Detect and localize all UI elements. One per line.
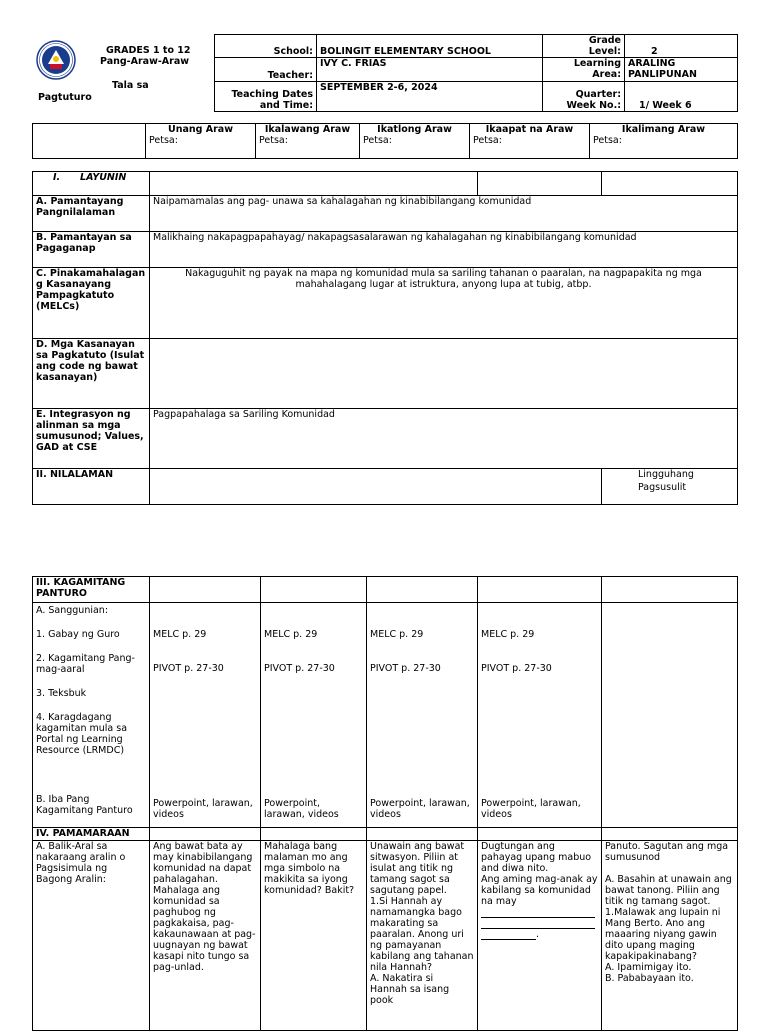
school-label: School: [215,35,317,58]
tala-sa-title: Tala sa [112,80,149,91]
pang-araw-araw-title: Pang-Araw-Araw [100,56,190,67]
day-2-header: Ikalawang Araw Petsa: [256,124,360,159]
day-5-balik-aral: Panuto. Sagutan ang mga sumusunod A. Basahin at unawain ang bawat tanong. Piliin ang titik ng tamang sagot. 1.Malawak ang lupain ni Mang Berto. Ano ang maaaring niyang gawin dito upang maging kapakipakinabang? A. Ipamimigay ito. B. Pababayaan ito. [602,841,738,1031]
day-2-resources: MELC p. 29 PIVOT p. 27-30 Powerpoint, larawan, videos [261,603,367,828]
balik-aral-label: A. Balik-Aral sa nakaraang aralin o Pagsisimula ng Bagong Aralin: [33,841,150,1031]
school-value: BOLINGIT ELEMENTARY SCHOOL [317,35,543,58]
day-4-balik-aral: Dugtungan ang pahayag upang mabuo and diwa nito. Ang aming mag-anak ay kabilang sa komunidad na may . [478,841,602,1031]
day-4-header: Ikaapat na Araw Petsa: [470,124,590,159]
kasanayan-label: D. Mga Kasanayan sa Pagkatuto (Isulat ang code ng bawat kasanayan) [33,339,150,409]
day-3-resources: MELC p. 29 PIVOT p. 27-30 Powerpoint, larawan, videos [367,603,478,828]
nilalaman-label: II. NILALAMAN [33,469,150,505]
pamantayang-pangnilalaman-label: A. Pamantayang Pangnilalaman [33,196,150,232]
day-4-resources: MELC p. 29 PIVOT p. 27-30 Powerpoint, larawan, videos [478,603,602,828]
pamantayang-pangnilalaman-text: Naipamamalas ang pag- unawa sa kahalagahan ng kinabibilangang komunidad [150,196,738,232]
kagamitan-title: III. KAGAMITANG PANTURO [33,577,150,603]
deped-seal-logo [36,40,76,80]
quarter-label: Quarter: Week No.: [543,82,625,112]
grade-value: 2 [625,35,738,58]
days-empty-cell [33,124,146,159]
pamamaraan-title: IV. PAMAMARAAN [33,828,150,841]
teacher-label: Teacher: [215,58,317,82]
days-table [32,123,738,159]
answer-blank-line[interactable] [481,907,595,918]
teacher-value: IVY C. FRIAS [317,58,543,82]
day-5-header: Ikalimang Araw Petsa: [590,124,738,159]
lingguhang-pagsusulit: Lingguhang Pagsusulit [602,469,738,505]
day-3-header: Ikatlong Araw Petsa: [360,124,470,159]
day-1-header: Unang Araw Petsa: [146,124,256,159]
layunin-title: I. LAYUNIN [33,172,150,196]
kagamitan-pamamaraan-table [32,576,738,1031]
area-label: Learning Area: [543,58,625,82]
layunin-table [32,171,738,505]
answer-blank-line[interactable] [481,918,595,929]
header-info-table [214,34,738,112]
day-1-balik-aral: Ang bawat bata ay may kinabibilangang komunidad na dapat pahalagahan. Mahalaga ang komunidad sa paghubog ng pagkakaisa, pag-kakaunawaan at pag-uugnayan ng bawat kasapi nito tungo sa pag-unlad. [150,841,261,1031]
grades-title: GRADES 1 to 12 [106,45,191,56]
area-value: ARALING PANLIPUNAN [625,58,738,82]
integrasyon-label: E. Integrasyon ng alinman sa mga sumusunod; Values, GAD at CSE [33,409,150,469]
day-3-balik-aral: Unawain ang bawat sitwasyon. Piliin at isulat ang titik ng tamang sagot sa sagutang papel. 1.Si Hannah ay namamangka bago makarating sa paaralan. Anong uri ng pamayanan kabilang ang tahanan nila Hannah? A. Nakatira si Hannah sa isang pook [367,841,478,1031]
quarter-value: 1/ Week 6 [625,82,738,112]
dates-value: SEPTEMBER 2-6, 2024 [317,82,543,112]
melcs-text: Nakaguguhit ng payak na mapa ng komunidad mula sa sariling tahanan o paaralan, na nagpapakita ng mga mahahalagang lugar at istruktura, anyong lupa at tubig, atbp. [150,268,738,339]
day-1-resources: MELC p. 29 PIVOT p. 27-30 Powerpoint, larawan, videos [150,603,261,828]
dates-label: Teaching Dates and Time: [215,82,317,112]
grade-label: Grade Level: [543,35,625,58]
melcs-label: C. Pinakamahalagan g Kasanayang Pampagkatuto (MELCs) [33,268,150,339]
pagtuturo-title: Pagtuturo [38,92,92,103]
answer-blank-line[interactable] [481,930,536,940]
pamantayan-pagaganap-label: B. Pamantayan sa Pagaganap [33,232,150,268]
day-2-balik-aral: Mahalaga bang malaman mo ang mga simbolo na makikita sa iyong komunidad? Bakit? [261,841,367,1031]
integrasyon-text: Pagpapahalaga sa Sariling Komunidad [150,409,738,469]
sanggunian-labels: A. Sanggunian: 1. Gabay ng Guro 2. Kagamitang Pang-mag-aaral 3. Teksbuk 4. Karagdagang kagamitan mula sa Portal ng Learning Resource (LRMDC) B. Iba Pang Kagamitang Panturo [33,603,150,828]
pamantayan-pagaganap-text: Malikhaing nakapagpapahayag/ nakapagsasalarawan ng kahalagahan ng kinabibilangang komunidad [150,232,738,268]
